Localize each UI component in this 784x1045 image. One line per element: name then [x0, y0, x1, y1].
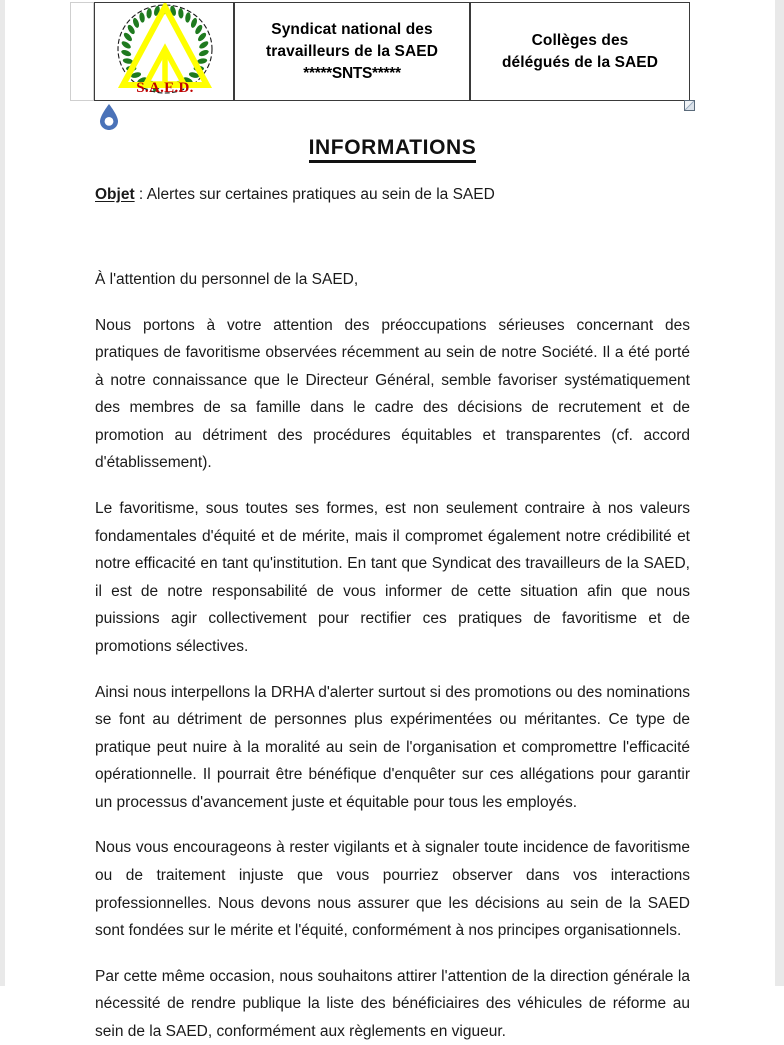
page-title: [95, 136, 690, 160]
document-body: [95, 136, 690, 1045]
body-paragraph-5: Par cette même occasion, nous souhaitons attirer l'attention de la direction générale la nécessité de rendre publique la liste des bénéficiaires des véhicules de réforme au sein de la SAED, conformément aux règlements en vigueur.: [95, 967, 690, 1040]
page-title-text: INFORMATIONS: [309, 136, 477, 163]
body-paragraph-4: Nous vous encourageons à rester vigilants et à signaler toute incidence de favoritisme ou de traitement injuste que vous pourriez observer dans vos interactions professionnelles. Nous devons nous assurer que les décisions au sein de la SAED sont fondées sur le mérite et l'équité, conformément à nos principes organisationnels.: [95, 839, 690, 940]
letterhead-table: [70, 2, 690, 101]
salutation: À l'attention du personnel de la SAED,: [95, 271, 359, 288]
water-drop-icon: [97, 103, 121, 131]
letterhead-spacer-cell: [70, 2, 94, 101]
body-paragraph-3: Ainsi nous interpellons la DRHA d'alerter surtout si des promotions ou des nominations se font au détriment de personnes plus expérimentées ou méritantes. Ce type de pratique peut nuire à la moralité au sein de l'organisation et compromettre l'efficacité opérationnelle. Il pourrait être bénéfique d'enquêter sur ces allégations pour garantir un processus d'avancement juste et équitable pour tous les employés.: [95, 683, 690, 811]
union-title-block: [260, 19, 444, 85]
objet-label: Objet: [95, 186, 135, 203]
saed-emblem-icon: [95, 3, 235, 100]
colleges-title-line2: délégués de la SAED: [501, 53, 659, 71]
colleges-title-line1: Collèges des: [531, 31, 629, 49]
logo-acronym-text: S.A.E.D.: [136, 80, 194, 96]
colleges-title-block: [496, 30, 664, 74]
letterhead-logo-cell: [94, 2, 234, 101]
union-title-line1: Syndicat national des: [271, 20, 433, 38]
body-paragraph-1: Nous portons à votre attention des préoccupations sérieuses concernant des pratiques de favoritisme observées récemment au sein de notre Société. Il a été porté à notre connaissance que le Directeur Général, semble favoriser systématiquement des membres de sa famille dans le cadre des décisions de recrutement et de promotion au détriment des procédures équitables et transparentes (cf. accord d'établissement).: [95, 316, 690, 472]
union-title-line3: *****SNTS*****: [303, 64, 401, 82]
union-title-line2: travailleurs de la SAED: [265, 42, 438, 60]
body-paragraph-2: Le favoritisme, sous toutes ses formes, est non seulement contraire à nos valeurs fondamentales d'équité et de mérite, mais il compromet également notre crédibilité et notre efficacité en tant qu'institution. En tant que Syndicat des travailleurs de la SAED, il est de notre responsabilité de vous informer de cette situation afin que nous puissions agir collectivement pour rectifier ces pratiques de favoritisme et de promotions sélectives.: [95, 500, 690, 655]
letterhead-union-cell: [234, 2, 470, 101]
resize-handle-icon[interactable]: [684, 100, 695, 111]
objet-value: Alertes sur certaines pratiques au sein de la SAED: [146, 186, 495, 203]
objet-separator: :: [134, 186, 147, 203]
page-right-margin: [775, 0, 784, 986]
letterhead-colleges-cell: [470, 2, 690, 101]
objet-line: [95, 186, 690, 204]
page-left-margin: [0, 0, 5, 986]
saed-logo: [95, 3, 233, 100]
